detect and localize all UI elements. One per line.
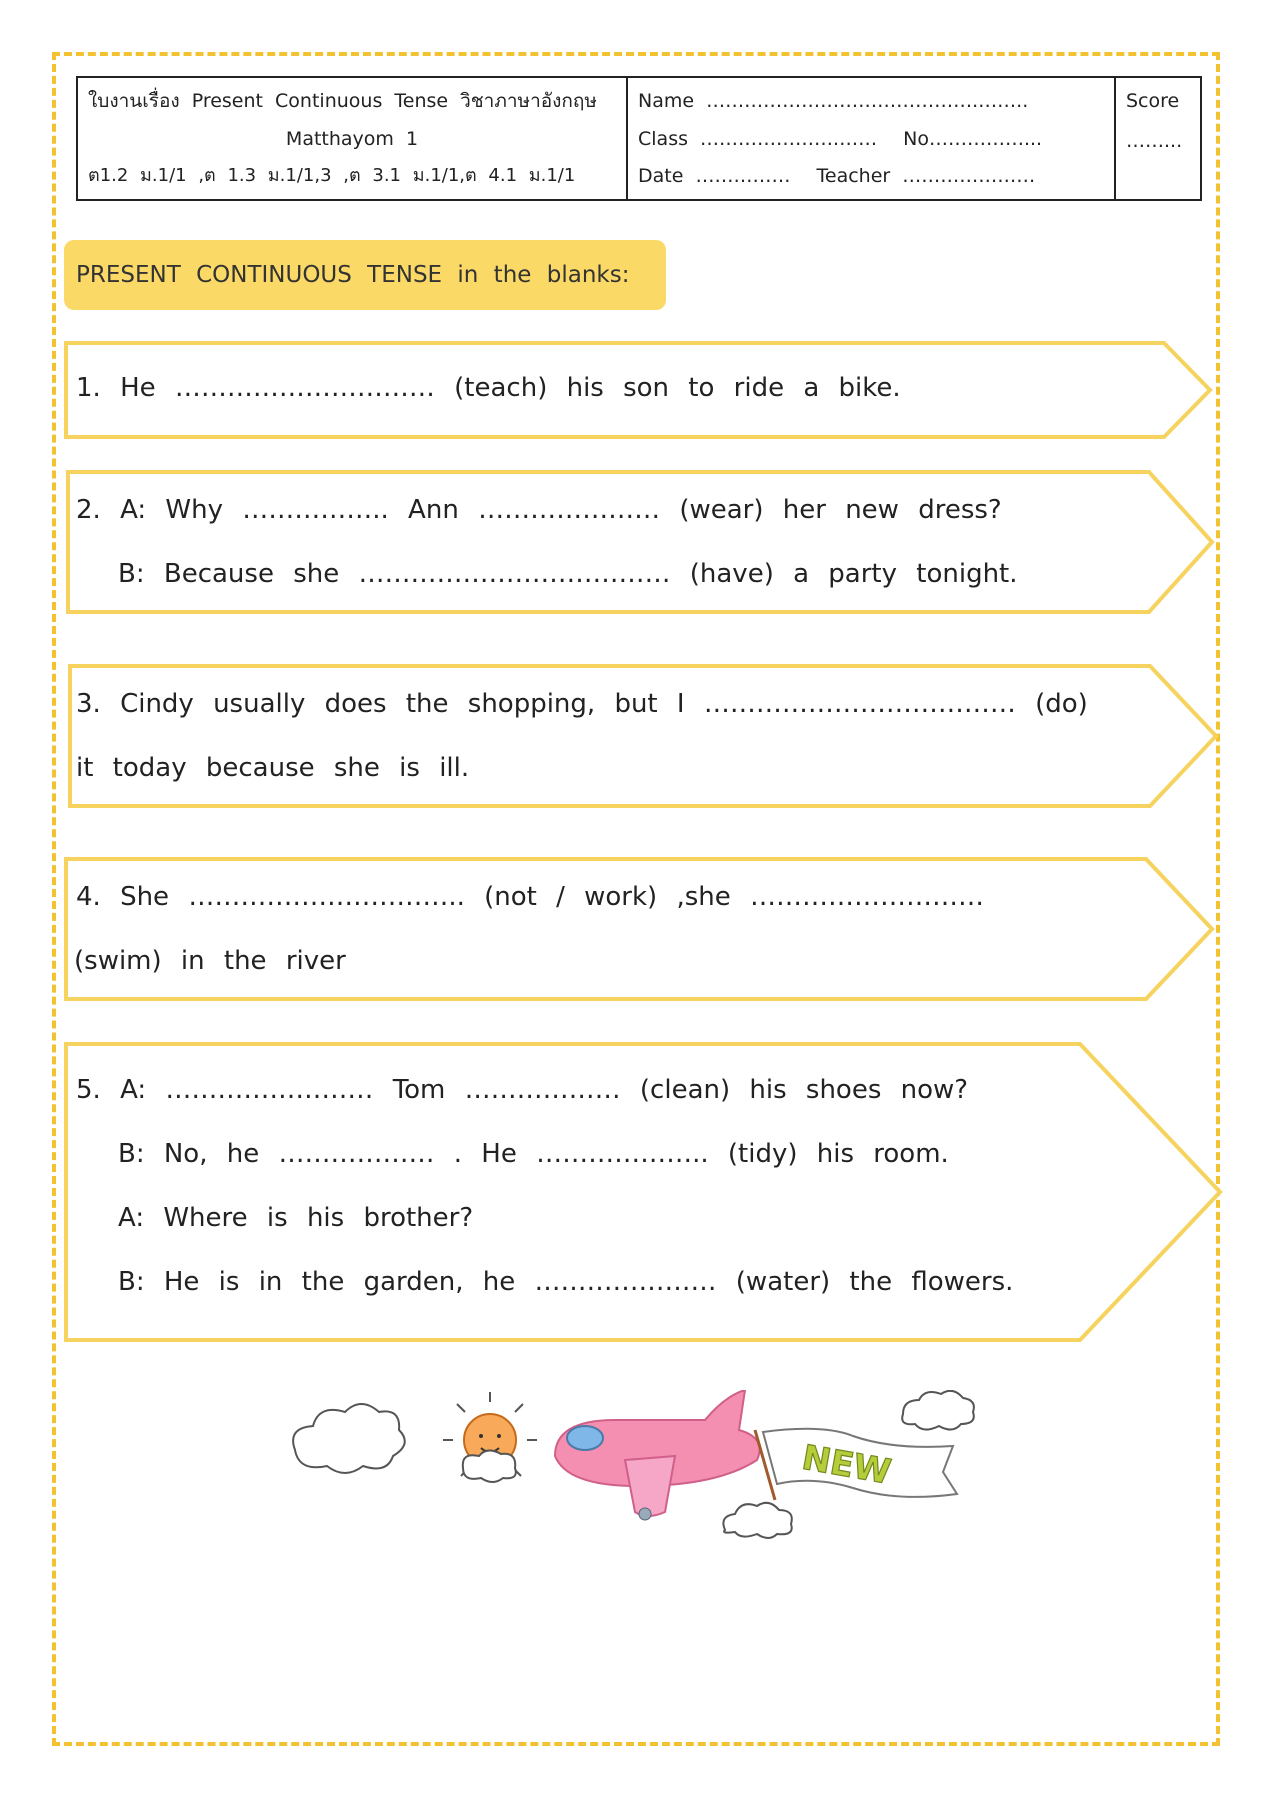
banner-text: NEW xyxy=(799,1437,894,1493)
airplane-icon xyxy=(555,1390,760,1520)
cloud-icon xyxy=(293,1404,405,1473)
question-3-arrow xyxy=(68,664,1220,808)
cloud-icon xyxy=(723,1503,791,1538)
worksheet-header xyxy=(76,76,1202,201)
number-field[interactable]: No……………... xyxy=(903,127,1043,150)
question-5-arrow xyxy=(64,1042,1224,1342)
header-score-cell xyxy=(1116,78,1200,199)
name-field[interactable]: …………………………………….…….. xyxy=(706,90,1029,112)
question-5-line-2[interactable]: B: No, he ……………… . He ……………….. (tidy) his room. xyxy=(118,1139,949,1169)
header-title-cell xyxy=(78,78,628,199)
worksheet-title: ใบงานเรื่อง Present Continuous Tense วิชาภาษาอังกฤษ xyxy=(88,90,597,112)
question-4-arrow xyxy=(64,857,1216,1001)
question-3-line-1[interactable]: 3. Cindy usually does the shopping, but I ……………………………… (do) xyxy=(76,689,1088,719)
score-field[interactable]: ……... xyxy=(1126,130,1183,152)
score-label: Score xyxy=(1126,90,1180,112)
name-label: Name xyxy=(638,90,695,112)
question-4-line-1[interactable]: 4. She ………………………….. (not / work) ,she ……………………… xyxy=(76,882,984,912)
header-student-cell xyxy=(628,78,1116,199)
name-row xyxy=(638,84,1104,118)
sun-icon xyxy=(443,1392,537,1482)
class-row xyxy=(638,122,1104,156)
instruction-banner: PRESENT CONTINUOUS TENSE in the blanks: xyxy=(64,240,666,310)
question-1-arrow xyxy=(64,341,1214,439)
cloud-icon xyxy=(902,1391,974,1430)
level-label: Matthayom 1 xyxy=(285,127,419,150)
date-field[interactable]: …………… xyxy=(695,165,791,187)
question-5-line-4[interactable]: B: He is in the garden, he ………………… (water) the flowers. xyxy=(118,1267,1014,1297)
date-label: Date xyxy=(638,165,684,187)
question-5-line-3[interactable]: A: Where is his brother? xyxy=(118,1203,474,1233)
question-2-arrow xyxy=(66,470,1216,614)
class-label: Class xyxy=(638,127,688,150)
question-2-line-2[interactable]: B: Because she ……………………………… (have) a party tonight. xyxy=(118,559,1018,589)
class-field[interactable]: ………………….…… xyxy=(700,127,878,150)
question-2-line-1[interactable]: 2. A: Why …………….. Ann ………………… (wear) her new dress? xyxy=(76,495,1002,525)
standards-label: ต1.2 ม.1/1 ,ต 1.3 ม.1/1,3 ,ต 3.1 ม.1/1,ต 4.1 ม.1/1 xyxy=(88,165,576,186)
question-1-line-1[interactable]: 1. He ………………………… (teach) his son to ride a bike. xyxy=(76,373,901,403)
decorative-illustration xyxy=(285,1390,1005,1550)
banner-icon xyxy=(755,1429,957,1500)
date-row xyxy=(638,159,1104,193)
teacher-field[interactable]: ………………… xyxy=(902,165,1036,187)
question-3-line-2[interactable]: it today because she is ill. xyxy=(76,753,470,783)
question-5-line-1[interactable]: 5. A: …………………… Tom ……………… (clean) his shoes now? xyxy=(76,1075,969,1105)
question-4-line-2[interactable]: (swim) in the river xyxy=(74,946,346,976)
teacher-label: Teacher xyxy=(816,165,891,187)
